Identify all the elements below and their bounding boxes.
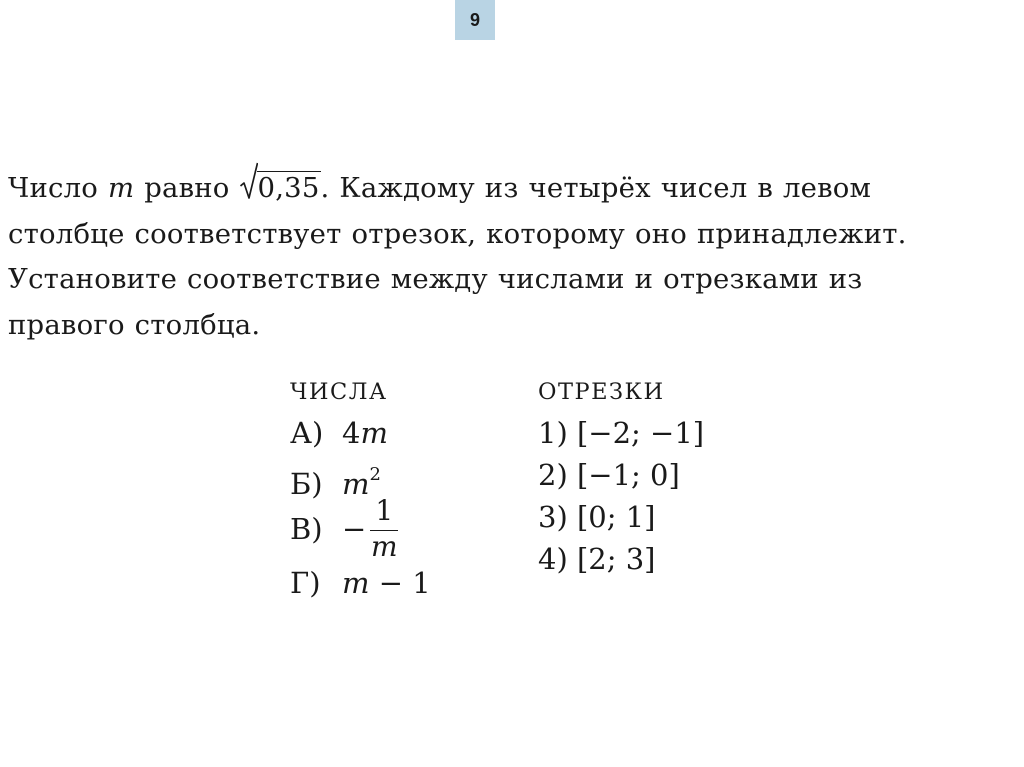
fraction bbox=[370, 494, 398, 563]
problem-text-segment: равно bbox=[134, 172, 240, 204]
problem-text-segment: . Каждому из четырёх чисел в левом bbox=[320, 172, 872, 204]
problem-text bbox=[8, 166, 1020, 348]
variable-m: m bbox=[342, 467, 370, 501]
segment-item-4: 4) [2; 3] bbox=[538, 542, 656, 576]
variable-m: m bbox=[360, 416, 388, 450]
numbers-column bbox=[290, 375, 490, 604]
problem-text-segment: Число bbox=[8, 172, 108, 204]
segment-item-3: 3) [0; 1] bbox=[538, 500, 656, 534]
minus-sign: − bbox=[342, 512, 367, 546]
variable-m: m bbox=[107, 172, 135, 204]
problem-line-4: правого столбца. bbox=[8, 308, 261, 341]
item-label: А) bbox=[290, 416, 324, 450]
number-item-a bbox=[290, 412, 490, 454]
slide-number: 9 bbox=[469, 9, 480, 30]
radical-sign-icon bbox=[240, 162, 258, 202]
segments-header: ОТРЕЗКИ bbox=[538, 379, 665, 405]
variable-m: m bbox=[342, 566, 370, 600]
number-item-v bbox=[290, 496, 490, 562]
expression-rest: − 1 bbox=[369, 566, 431, 600]
slide-number-badge bbox=[455, 0, 495, 40]
number-item-g bbox=[290, 562, 490, 604]
problem-line-2: столбце соответствует отрезок, которому оно принадлежит. bbox=[8, 217, 907, 250]
segment-item-2: 2) [−1; 0] bbox=[538, 458, 680, 492]
fraction-denominator: m bbox=[370, 530, 398, 563]
problem-line-3: Установите соответствие между числами и отрезками из bbox=[8, 263, 863, 295]
fraction-numerator: 1 bbox=[370, 497, 398, 531]
number-item-b bbox=[290, 454, 490, 501]
coefficient: 4 bbox=[342, 416, 361, 450]
radicand: 0,35 bbox=[257, 172, 320, 204]
item-label: Б) bbox=[290, 467, 323, 501]
numbers-header: ЧИСЛА bbox=[290, 379, 388, 405]
item-label: В) bbox=[290, 512, 323, 546]
item-label: Г) bbox=[290, 566, 321, 600]
segment-item-1: 1) [−2; −1] bbox=[538, 416, 705, 450]
problem-line-1 bbox=[8, 166, 1020, 212]
exponent: 2 bbox=[369, 464, 381, 485]
segments-column bbox=[538, 375, 798, 580]
square-root bbox=[240, 166, 321, 212]
